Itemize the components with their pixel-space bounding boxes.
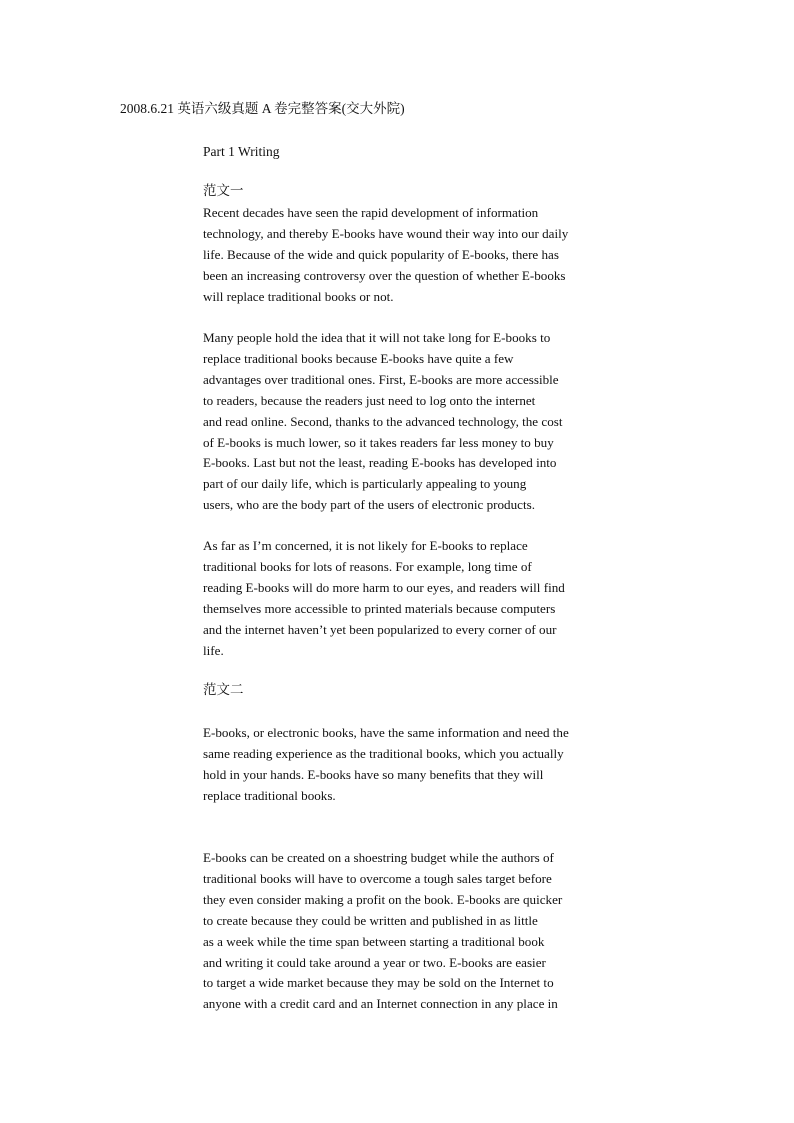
paragraph-line: life. Because of the wide and quick popularity of E-books, there has	[203, 246, 559, 262]
sample1-paragraph-3	[203, 536, 623, 661]
paragraph-line: users, who are the body part of the users of electronic products.	[203, 497, 535, 513]
paragraph-line: of E-books is much lower, so it takes readers far less money to buy	[203, 434, 554, 450]
paragraph-line: and writing it could take around a year or two. E-books are easier	[203, 954, 546, 970]
paragraph-line: Recent decades have seen the rapid development of information	[203, 205, 539, 220]
paragraph-line: E-books can be created on a shoestring budget while the authors of	[203, 850, 554, 865]
sample1-paragraph-1	[203, 203, 623, 308]
paragraph-line: to create because they could be written and published in as little	[203, 912, 538, 928]
paragraph-line: advantages over traditional ones. First, E-books are more accessible	[203, 371, 559, 387]
paragraph-line: E-books. Last but not the least, reading E-books has developed into	[203, 455, 557, 471]
paragraph-line: they even consider making a profit on the book. E-books are quicker	[203, 891, 563, 907]
paragraph-line: to target a wide market because they may be sold on the Internet to	[203, 975, 554, 991]
paragraph-line: been an increasing controversy over the question of whether E-books	[203, 267, 566, 283]
sample2-heading: 范文二	[203, 682, 244, 697]
sample2-paragraph-2	[203, 848, 623, 1015]
paragraph-line: replace traditional books because E-books have quite a few	[203, 350, 514, 366]
sample1-heading: 范文一	[203, 183, 244, 198]
paragraph-line: life.	[203, 642, 224, 658]
document-title: 2008.6.21 英语六级真题 A 卷完整答案(交大外院)	[120, 101, 405, 116]
paragraph-line: replace traditional books.	[203, 787, 336, 803]
paragraph-line: reading E-books will do more harm to our eyes, and readers will find	[203, 579, 565, 595]
paragraph-line: and the internet haven’t yet been popularized to every corner of our	[203, 621, 557, 637]
paragraph-line: traditional books will have to overcome a tough sales target before	[203, 870, 552, 886]
paragraph-line: same reading experience as the traditional books, which you actually	[203, 745, 564, 761]
paragraph-line: technology, and thereby E-books have wound their way into our daily	[203, 225, 569, 241]
sample1-paragraph-2	[203, 328, 623, 516]
sample2-paragraph-1	[203, 723, 623, 807]
paragraph-line: as a week while the time span between starting a traditional book	[203, 933, 545, 949]
paragraph-line: As far as I’m concerned, it is not likely for E-books to replace	[203, 538, 528, 553]
paragraph-line: E-books, or electronic books, have the same information and need the	[203, 725, 569, 740]
paragraph-line: will replace traditional books or not.	[203, 288, 394, 304]
part-heading: Part 1 Writing	[203, 144, 280, 159]
paragraph-line: and read online. Second, thanks to the advanced technology, the cost	[203, 413, 563, 429]
paragraph-line: to readers, because the readers just need to log onto the internet	[203, 392, 536, 408]
paragraph-line: themselves more accessible to printed materials because computers	[203, 600, 556, 616]
paragraph-line: part of our daily life, which is particularly appealing to young	[203, 476, 527, 492]
paragraph-line: Many people hold the idea that it will not take long for E-books to	[203, 330, 551, 345]
paragraph-line: hold in your hands. E-books have so many benefits that they will	[203, 766, 544, 782]
paragraph-line: anyone with a credit card and an Internet connection in any place in	[203, 996, 558, 1012]
paragraph-line: traditional books for lots of reasons. For example, long time of	[203, 558, 532, 574]
